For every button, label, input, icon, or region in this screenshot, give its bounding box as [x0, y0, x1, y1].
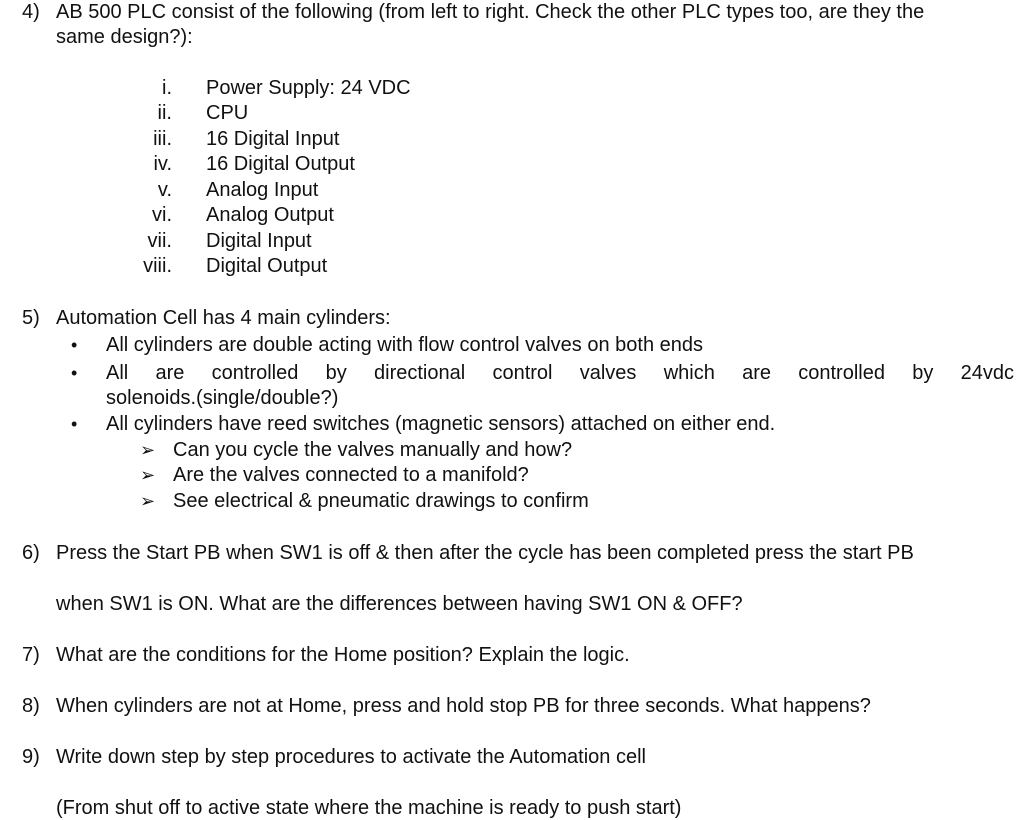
list-item: Analog Input: [206, 179, 319, 201]
question-4-line-2: same design?):: [56, 26, 193, 48]
sub-item: See electrical & pneumatic drawings to confirm: [173, 490, 589, 512]
list-item-numeral: iii.: [153, 128, 172, 150]
list-item: Power Supply: 24 VDC: [206, 77, 411, 99]
question-6-line-1: Press the Start PB when SW1 is off & then after the cycle has been completed press the start PB: [56, 542, 914, 564]
list-item: Digital Output: [206, 255, 328, 277]
question-8-text: When cylinders are not at Home, press and hold stop PB for three seconds. What happens?: [56, 695, 871, 717]
list-item: Analog Output: [206, 204, 334, 226]
list-item-numeral: vii.: [147, 230, 172, 252]
bullet-item-continuation: solenoids.(single/double?): [106, 387, 339, 409]
question-4-line-1: AB 500 PLC consist of the following (from left to right. Check the other PLC types too, are they the: [56, 1, 925, 23]
question-7-text: What are the conditions for the Home position? Explain the logic.: [56, 644, 630, 666]
question-4-number: 4): [22, 1, 40, 23]
list-item-numeral: i.: [162, 77, 172, 99]
bullet-icon: •: [71, 363, 78, 383]
question-9-number: 9): [22, 746, 40, 768]
bullet-item: All cylinders are double acting with flow control valves on both ends: [106, 334, 703, 356]
question-6-line-2: when SW1 is ON. What are the differences between having SW1 ON & OFF?: [56, 593, 743, 615]
arrow-bullet-icon: ➢: [140, 491, 156, 511]
bullet-item: All cylinders have reed switches (magnetic sensors) attached on either end.: [106, 413, 776, 435]
list-item-numeral: iv.: [153, 153, 172, 175]
arrow-bullet-icon: ➢: [140, 440, 156, 460]
list-item: CPU: [206, 102, 249, 124]
list-item: 16 Digital Output: [206, 153, 355, 175]
question-9-line-1: Write down step by step procedures to activate the Automation cell: [56, 746, 646, 768]
bullet-icon: •: [71, 414, 78, 434]
list-item-numeral: viii.: [143, 255, 172, 277]
list-item: 16 Digital Input: [206, 128, 340, 150]
question-8-number: 8): [22, 695, 40, 717]
sub-item: Are the valves connected to a manifold?: [173, 464, 529, 486]
question-7-number: 7): [22, 644, 40, 666]
list-item-numeral: v.: [157, 179, 172, 201]
question-6-number: 6): [22, 542, 40, 564]
sub-item: Can you cycle the valves manually and how?: [173, 439, 573, 461]
list-item: Digital Input: [206, 230, 312, 252]
arrow-bullet-icon: ➢: [140, 465, 156, 485]
question-5-title: Automation Cell has 4 main cylinders:: [56, 307, 391, 329]
list-item-numeral: vi.: [152, 204, 172, 226]
question-5-number: 5): [22, 307, 40, 329]
list-item-numeral: ii.: [157, 102, 172, 124]
bullet-icon: •: [71, 335, 78, 355]
bullet-item: All are controlled by directional control valves which are controlled by 24vdc: [106, 362, 1014, 384]
question-9-line-2: (From shut off to active state where the machine is ready to push start): [56, 797, 682, 819]
